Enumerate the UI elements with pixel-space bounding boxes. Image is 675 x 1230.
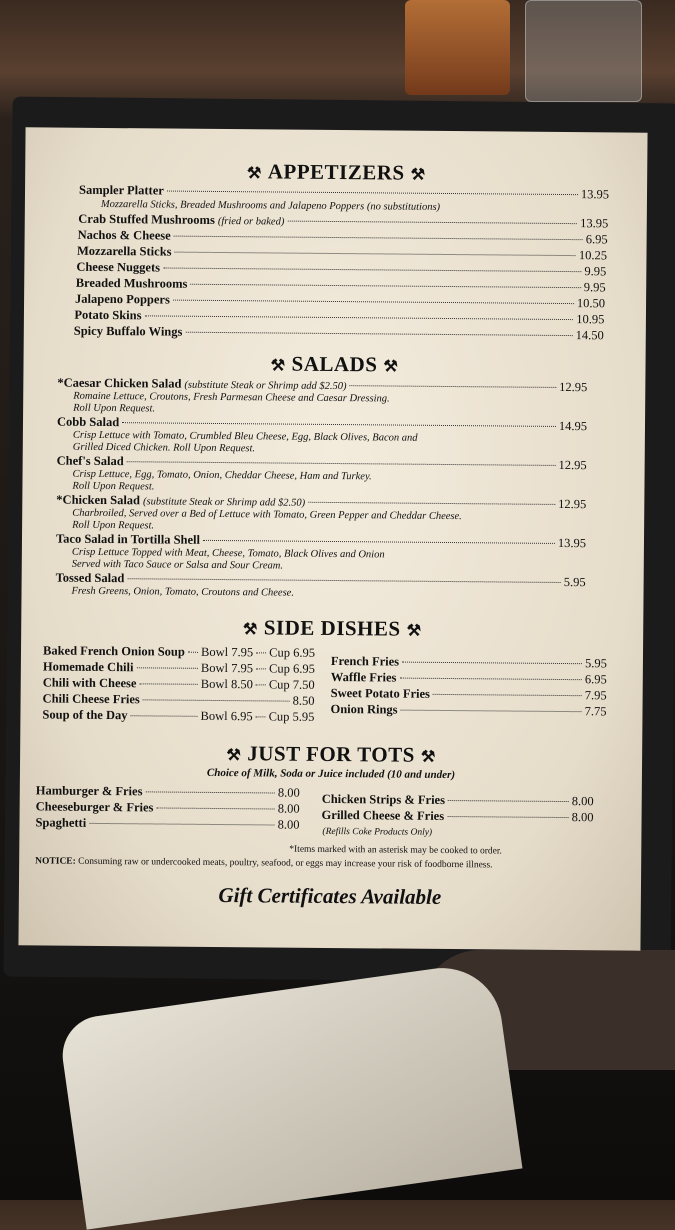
dotted-leader [401,710,582,713]
item-price: 8.00 [277,785,300,800]
dotted-leader [188,652,198,653]
item-note: (fried or baked) [217,215,285,228]
cup-price: Cup 6.95 [268,661,315,676]
dotted-leader [185,332,572,336]
dotted-leader [131,715,198,717]
item-price: 7.75 [584,704,607,719]
menu-item [43,691,315,707]
item-description: Romaine Lettuce, Croutons, Fresh Parmesan Cheese and Caesar Dressing. [73,390,390,405]
item-name: Breaded Mushrooms [75,275,188,291]
menu-item [331,670,607,686]
dotted-leader [136,667,197,669]
dotted-leader [156,807,274,809]
cup-price: Cup 5.95 [268,709,315,724]
bowl-price: Bowl 7.95 [200,660,254,676]
dotted-leader [122,422,556,427]
refills-note: (Refills Coke Products Only) [322,826,433,838]
dotted-leader [143,699,290,701]
dotted-leader [203,540,555,544]
item-name: Cheeseburger & Fries [35,799,154,815]
item-name: Chili with Cheese [42,675,137,691]
dotted-leader [256,652,266,653]
item-price: 12.95 [558,457,587,473]
dotted-leader [167,191,578,196]
item-name: Potato Skins [74,307,142,323]
item-description: Roll Upon Request. [73,402,156,415]
item-name: Hamburger & Fries [35,783,143,799]
item-description: Fresh Greens, Onion, Tomato, Croutons and Cheese. [71,585,295,599]
utensils-crossed-icon: ⚒ [270,357,286,375]
sleeve [58,960,523,1229]
item-name: Onion Rings [330,701,398,717]
item-name: Cobb Salad [56,414,120,430]
item-price: 8.00 [571,810,594,825]
item-price: 10.25 [578,248,608,263]
item-price: 9.95 [584,264,607,279]
item-name: Grilled Cheese & Fries [321,807,445,823]
item-price: 7.95 [584,688,607,703]
item-description: Crisp Lettuce with Tomato, Crumbled Bleu Cheese, Egg, Black Olives, Bacon and [72,429,418,444]
dotted-leader [144,315,573,320]
tots-subtitle: Choice of Milk, Soda or Juice included (10 and under) [206,766,456,782]
menu-item [35,815,299,831]
dotted-leader [175,252,576,257]
item-name: Chef's Salad [56,453,124,469]
item-name: *Chicken Salad [56,492,141,508]
utensils-crossed-icon: ⚒ [406,622,422,640]
item-price: 9.95 [583,280,606,295]
item-price: 5.95 [584,656,607,671]
item-name: Waffle Fries [330,669,397,685]
dotted-leader [448,800,569,802]
menu-item [330,702,606,718]
menu-item [36,799,300,815]
item-name: Spicy Buffalo Wings [73,323,183,339]
item-name: Taco Salad in Tortilla Shell [55,531,201,547]
item-name: Tossed Salad [55,570,125,586]
appetizers-heading: ⚒ APPETIZERS ⚒ [246,159,426,185]
bowl-price: Bowl 8.50 [200,676,253,692]
item-price: 10.50 [576,296,606,311]
item-name: Homemade Chili [42,659,134,675]
menu-item [331,654,607,670]
item-note: (substitute Steak or Shrimp add $2.50) [184,379,347,393]
menu-item [43,675,315,691]
dotted-leader [447,816,569,818]
menu-item [322,808,594,824]
menu-item [36,783,300,799]
dotted-leader [256,716,266,717]
utensils-crossed-icon: ⚒ [420,748,436,766]
utensils-crossed-icon: ⚒ [246,165,262,183]
dotted-leader [139,683,197,685]
dotted-leader [127,461,556,466]
item-price: 8.00 [277,817,300,832]
menu-item [331,686,607,702]
item-price: 14.50 [575,328,604,343]
utensils-crossed-icon: ⚒ [242,621,258,639]
item-name: Sampler Platter [78,182,164,198]
item-price: 12.95 [558,496,587,512]
dotted-leader [308,502,555,505]
dotted-leader [127,578,560,583]
bowl-price: Bowl 6.95 [200,708,253,724]
item-price: 6.95 [585,232,608,247]
item-name: Baked French Onion Soup [42,643,185,659]
tots-heading: ⚒ JUST FOR TOTS ⚒ [226,741,436,767]
item-name: *Caesar Chicken Salad [57,375,182,391]
item-price: 8.00 [277,801,300,816]
dotted-leader [173,300,574,304]
item-description: Roll Upon Request. [72,480,155,493]
dotted-leader [163,268,581,273]
item-price: 10.95 [576,312,605,327]
drink-glass [405,0,510,95]
item-description: Mozzarella Sticks, Breaded Mushrooms and Jalapeno Poppers (no substitutions) [100,198,441,213]
item-price: 6.95 [584,672,607,687]
item-note: (substitute Steak or Shrimp add $2.50) [142,496,306,509]
dotted-leader [287,221,577,225]
item-name: Sweet Potato Fries [330,685,430,701]
item-price: 12.95 [559,379,588,395]
dotted-leader [399,678,582,681]
item-name: Cheese Nuggets [76,259,161,275]
item-description: Served with Taco Sauce or Salsa and Sour Cream. [71,558,284,572]
menu-item [42,707,314,723]
gift-certificates: Gift Certificates Available [218,883,442,909]
dotted-leader [433,694,582,696]
item-name: French Fries [330,653,400,669]
menu-item [74,324,604,343]
dotted-leader [89,823,274,826]
menu-item [43,643,315,659]
item-name: Chicken Strips & Fries [321,791,446,807]
notice: NOTICE: Consuming raw or undercooked meats, poultry, seafood, or eggs may increase your risk of foodborne illness. [35,856,493,871]
dotted-leader [350,385,557,388]
salads-heading: ⚒ SALADS ⚒ [270,351,399,377]
item-description: Crisp Lettuce Topped with Meat, Cheese, Tomato, Black Olives and Onion [71,546,385,561]
menu-item [322,792,594,808]
item-description: Crisp Lettuce, Egg, Tomato, Onion, Cheddar Cheese, Ham and Turkey. [72,468,372,483]
dotted-leader [256,684,266,685]
item-name: Nachos & Cheese [77,227,171,243]
item-price: 8.50 [292,693,315,708]
cup-price: Cup 7.50 [268,677,315,692]
item-price: 13.95 [557,535,587,551]
item-name: Spaghetti [35,815,87,830]
utensils-crossed-icon: ⚒ [410,166,426,184]
item-description: Roll Upon Request. [72,519,155,532]
item-name: Jalapeno Poppers [75,291,170,307]
dotted-leader [174,236,583,241]
item-price: 13.95 [580,187,610,202]
asterisk-note: *Items marked with an asterisk may be cooked to order. [289,844,502,857]
dotted-leader [190,284,580,288]
item-description: Charbroiled, Served over a Bed of Lettuce with Tomato, Green Pepper and Cheddar Cheese. [72,507,462,523]
item-name: Mozzarella Sticks [76,243,172,259]
item-name: Chili Cheese Fries [42,691,140,707]
item-price: 8.00 [571,794,594,809]
dotted-leader [145,791,274,793]
dotted-leader [256,668,266,669]
item-price: 13.95 [580,216,609,231]
utensils-crossed-icon: ⚒ [383,358,399,376]
item-description: Grilled Diced Chicken. Roll Upon Request. [72,441,256,455]
item-price: 14.95 [558,418,588,434]
dotted-leader [402,662,582,665]
item-name: Soup of the Day [42,707,128,723]
cup-price: Cup 6.95 [269,645,316,660]
item-price: 5.95 [563,575,586,590]
sides-heading: ⚒ SIDE DISHES ⚒ [242,615,422,641]
item-name: Crab Stuffed Mushrooms [78,211,215,227]
menu-page [18,127,647,950]
menu-item [43,659,315,675]
water-glass [525,0,642,102]
bowl-price: Bowl 7.95 [201,644,254,660]
utensils-crossed-icon: ⚒ [226,747,242,765]
